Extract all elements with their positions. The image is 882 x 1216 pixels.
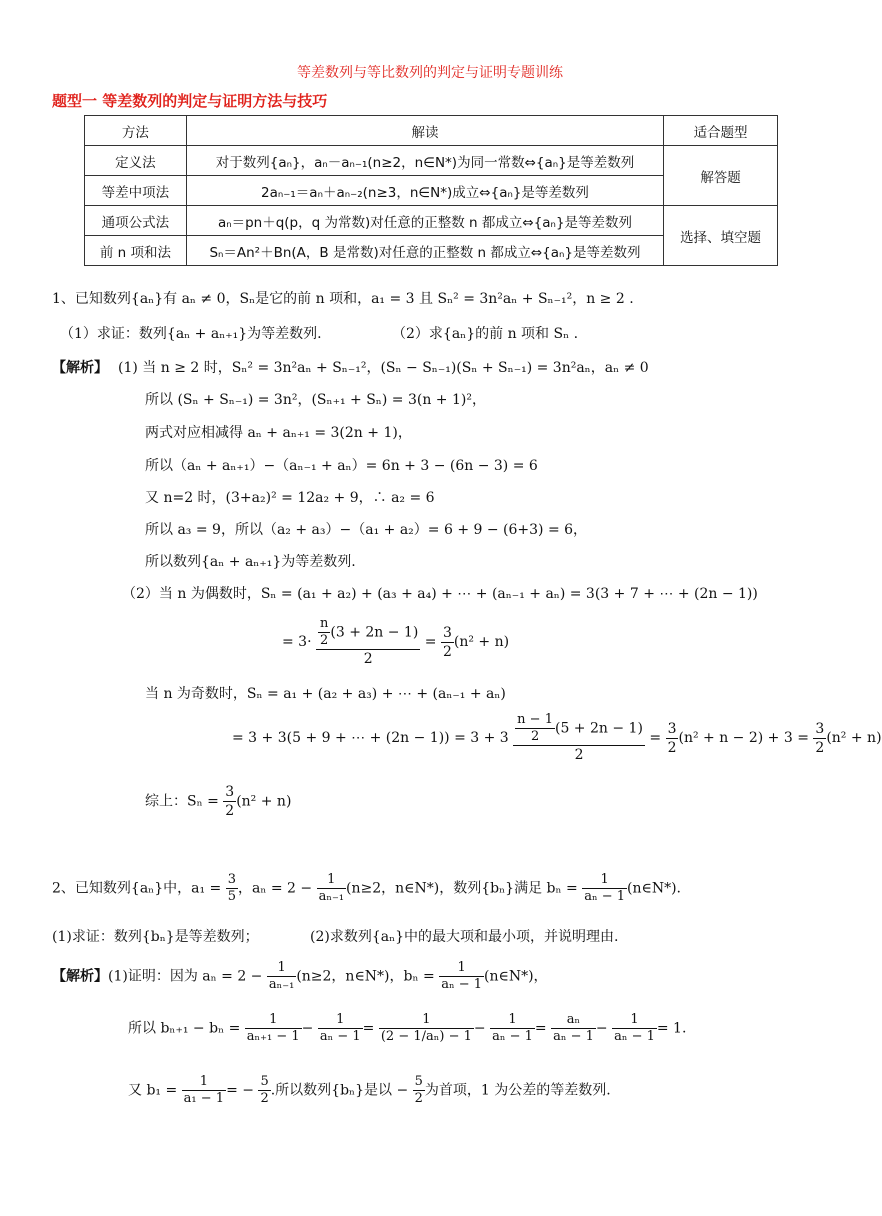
formula-text: = 3 + 3(5 + 9 + ⋯ + (2n − 1)) = 3 + 3 [232,730,509,746]
formula-text: (n≥2，n∈N*)，bₙ = [296,968,435,985]
formula-text: = [649,730,662,746]
fraction-denominator: 2 [225,803,235,819]
fraction-numerator: 3 [227,872,236,887]
formula-text: .所以数列{bₙ}是以 − [270,1082,409,1099]
header-method: 方法 [85,116,187,146]
fraction-numerator [513,712,645,746]
formula-text: (n∈N*)， [484,968,548,985]
formula-text: − [301,1020,314,1037]
solution-line: 所以 (Sₙ + Sₙ₋₁) = 3n²，(Sₙ₊₁ + Sₙ) = 3(n + 1)²， [145,392,486,408]
fraction-denominator: aₙ − 1 [441,977,482,992]
odd-case-formula [232,712,882,764]
formula-text: (n≥2，n∈N*)，数列{bₙ}满足 bₙ = [346,880,578,897]
problem-1-question-1: （1）求证：数列{aₙ + aₙ₊₁}为等差数列. [60,326,322,342]
fraction-numerator: 1 [318,1012,363,1029]
method-cell: 等差中项法 [85,176,187,206]
solution-label-1: 【解析】 [52,360,108,376]
fraction-denominator: 2 [815,739,825,756]
table-header-row [85,116,778,146]
formula-text: ，aₙ = 2 − [238,880,313,897]
big-fraction [316,616,420,668]
fraction [226,872,238,905]
solution-line: 所以数列{aₙ + aₙ₊₁}为等差数列. [145,554,356,570]
methods-table [84,115,778,266]
formula-text: − [595,1020,608,1037]
problem-2-question-2: (2)求数列{aₙ}中的最大项和最小项，并说明理由. [310,929,619,945]
fraction-denominator: aₙ − 1 [584,889,625,904]
fraction [439,960,484,993]
fraction-denominator: aₙ − 1 [614,1029,655,1044]
formula-text: − [473,1020,486,1037]
problem-2-solution-3 [128,1074,611,1107]
fraction [413,1074,425,1107]
page-title: 等差数列与等比数列的判定与证明专题训练 [297,65,563,81]
fraction-denominator: 2 [320,633,329,648]
fraction [666,720,679,757]
header-detail: 解读 [186,116,663,146]
fraction-denominator: 2 [363,651,373,667]
fraction-numerator [316,616,420,650]
header-type: 适合题型 [664,116,778,146]
big-fraction [513,712,645,764]
fraction [258,1074,270,1107]
formula-text: 综上：Sₙ = [145,793,219,810]
fraction-denominator: 2 [530,729,540,744]
small-fraction [318,616,330,649]
fraction-numerator: aₙ [551,1012,596,1029]
type-cell: 选择、填空题 [664,206,778,266]
fraction-numerator: 3 [667,720,677,737]
fraction-denominator: aₙ − 1 [319,1029,361,1044]
formula-text: 所以 bₙ₊₁ − bₙ = [128,1020,241,1037]
formula-text: (3 + 2n − 1) [330,624,419,641]
fraction-denominator: 2 [667,739,677,756]
detail-cell: 2aₙ₋₁＝aₙ＋aₙ₋₂(n≥3，n∈N*)成立⇔{aₙ}是等差数列 [186,176,663,206]
fraction-numerator: 1 [439,960,484,977]
formula-text: = 1. [656,1020,687,1037]
fraction-denominator: aₙ₋₁ [318,889,345,904]
fraction-denominator: 2 [414,1091,423,1106]
fraction [551,1012,596,1045]
fraction-denominator: aₙ₊₁ − 1 [246,1029,300,1044]
fraction [490,1012,535,1045]
solution-line: 所以 a₃ = 9，所以（a₂ + a₃）−（a₁ + a₂）= 6 + 9 − (6+3) = 6， [145,522,588,538]
fraction-numerator: 3 [225,784,235,800]
fraction-numerator: 5 [414,1074,423,1089]
small-fraction [515,712,555,745]
fraction-denominator: aₙ₋₁ [268,977,295,992]
detail-cell: Sₙ＝An²＋Bn(A，B 是常数)对任意的正整数 n 都成立⇔{aₙ}是等差数列 [186,236,663,266]
formula-text: = [534,1020,547,1037]
fraction-denominator: 2 [260,1091,269,1106]
method-cell: 通项公式法 [85,206,187,236]
fraction-numerator: 1 [317,872,346,889]
formula-text: (n² + n) [826,730,882,746]
fraction-numerator: 1 [582,872,627,889]
solution-line: (1) 当 n ≥ 2 时，Sₙ² = 3n²aₙ + Sₙ₋₁²，(Sₙ − Sₙ₋₁)(Sₙ + Sₙ₋₁) = 3n²aₙ，aₙ ≠ 0 [118,360,649,376]
formula-text: (n² + n − 2) + 3 [678,730,793,746]
problem-2-question-1: (1)求证：数列{bₙ}是等差数列； [52,929,259,945]
formula-text: (n² + n) [453,634,510,650]
problem-2-stem [52,872,681,905]
fraction-numerator: n − 1 [517,712,553,727]
fraction-numerator: 1 [379,1012,474,1029]
problem-2-solution-1 [52,960,548,993]
fraction [267,960,296,993]
section-title: 题型一 等差数列的判定与证明方法与技巧 [52,92,328,110]
solution-line: 当 n 为奇数时，Sₙ = a₁ + (a₂ + a₃) + ⋯ + (aₙ₋₁ + aₙ) [145,686,506,702]
fraction [245,1012,302,1045]
formula-text: 又 b₁ = [128,1082,178,1099]
fraction-denominator: aₙ − 1 [492,1029,533,1044]
fraction-numerator: 1 [490,1012,535,1029]
problem-1-question-2: （2）求{aₙ}的前 n 项和 Sₙ . [392,326,579,342]
solution-line: 所以（aₙ + aₙ₊₁）−（aₙ₋₁ + aₙ）= 6n + 3 − (6n − 3) = 6 [145,458,538,474]
formula-text: (5 + 2n − 1) [554,720,643,737]
formula-text: = [362,1020,375,1037]
fraction-denominator: a₁ − 1 [183,1091,225,1106]
fraction-numerator: 3 [442,624,452,641]
detail-cell: aₙ＝pn＋q(p，q 为常数)对任意的正整数 n 都成立⇔{aₙ}是等差数列 [186,206,663,236]
even-case-formula [282,616,509,668]
formula-text: = [424,634,437,650]
formula-text: 为首项，1 为公差的等差数列. [424,1082,611,1099]
solution-line: （2）当 n 为偶数时，Sₙ = (a₁ + a₂) + (a₃ + a₄) + ⋯ + (aₙ₋₁ + aₙ) = 3(3 + 7 + ⋯ + (2n − 1)) [122,586,758,602]
fraction-numerator: 1 [182,1074,226,1091]
detail-cell: 对于数列{aₙ}，aₙ－aₙ₋₁(n≥2，n∈N*)为同一常数⇔{aₙ}是等差数列 [186,146,663,176]
formula-text: 2、已知数列{aₙ}中，a₁ = [52,880,222,897]
type-cell: 解答题 [664,146,778,206]
fraction-numerator: n [320,616,329,631]
solution-line: 又 n=2 时，(3+a₂)² = 12a₂ + 9，∴ a₂ = 6 [145,490,435,506]
fraction-denominator: 2 [574,747,584,763]
table-row [85,206,778,236]
fraction-numerator: 1 [245,1012,302,1029]
fraction-numerator: 3 [815,720,825,737]
formula-text: (n∈N*). [627,880,682,897]
fraction [379,1012,474,1045]
fraction [223,783,236,820]
fraction-numerator: 1 [267,960,296,977]
method-cell: 前 n 项和法 [85,236,187,266]
fraction [182,1074,226,1107]
formula-text: = − [226,1082,254,1099]
fraction [441,624,454,661]
fraction [612,1012,657,1045]
fraction-denominator: aₙ − 1 [553,1029,594,1044]
fraction-denominator: 2 [442,643,452,660]
fraction [318,1012,363,1045]
problem-1-stem: 1、已知数列{aₙ}有 aₙ ≠ 0，Sₙ是它的前 n 项和，a₁ = 3 且 Sₙ² = 3n²aₙ + Sₙ₋₁²，n ≥ 2 . [52,291,634,307]
fraction-denominator: 5 [227,889,236,904]
fraction-numerator: 5 [260,1074,269,1089]
table-row [85,146,778,176]
formula-text: = [797,730,809,746]
fraction-numerator: 1 [612,1012,657,1029]
method-cell: 定义法 [85,146,187,176]
fraction [317,872,346,905]
fraction-denominator: (2 − 1/aₙ) − 1 [380,1029,472,1044]
formula-text: (1)证明：因为 aₙ = 2 − [108,968,263,985]
formula-text: = 3· [282,634,312,650]
fraction [582,872,627,905]
fraction [813,720,826,757]
solution-line: 两式对应相减得 aₙ + aₙ₊₁ = 3(2n + 1)， [145,425,412,441]
solution-label-2: 【解析】 [52,968,108,985]
problem-2-solution-2 [128,1012,686,1045]
formula-text: (n² + n) [236,793,292,810]
summary-formula [145,783,291,820]
